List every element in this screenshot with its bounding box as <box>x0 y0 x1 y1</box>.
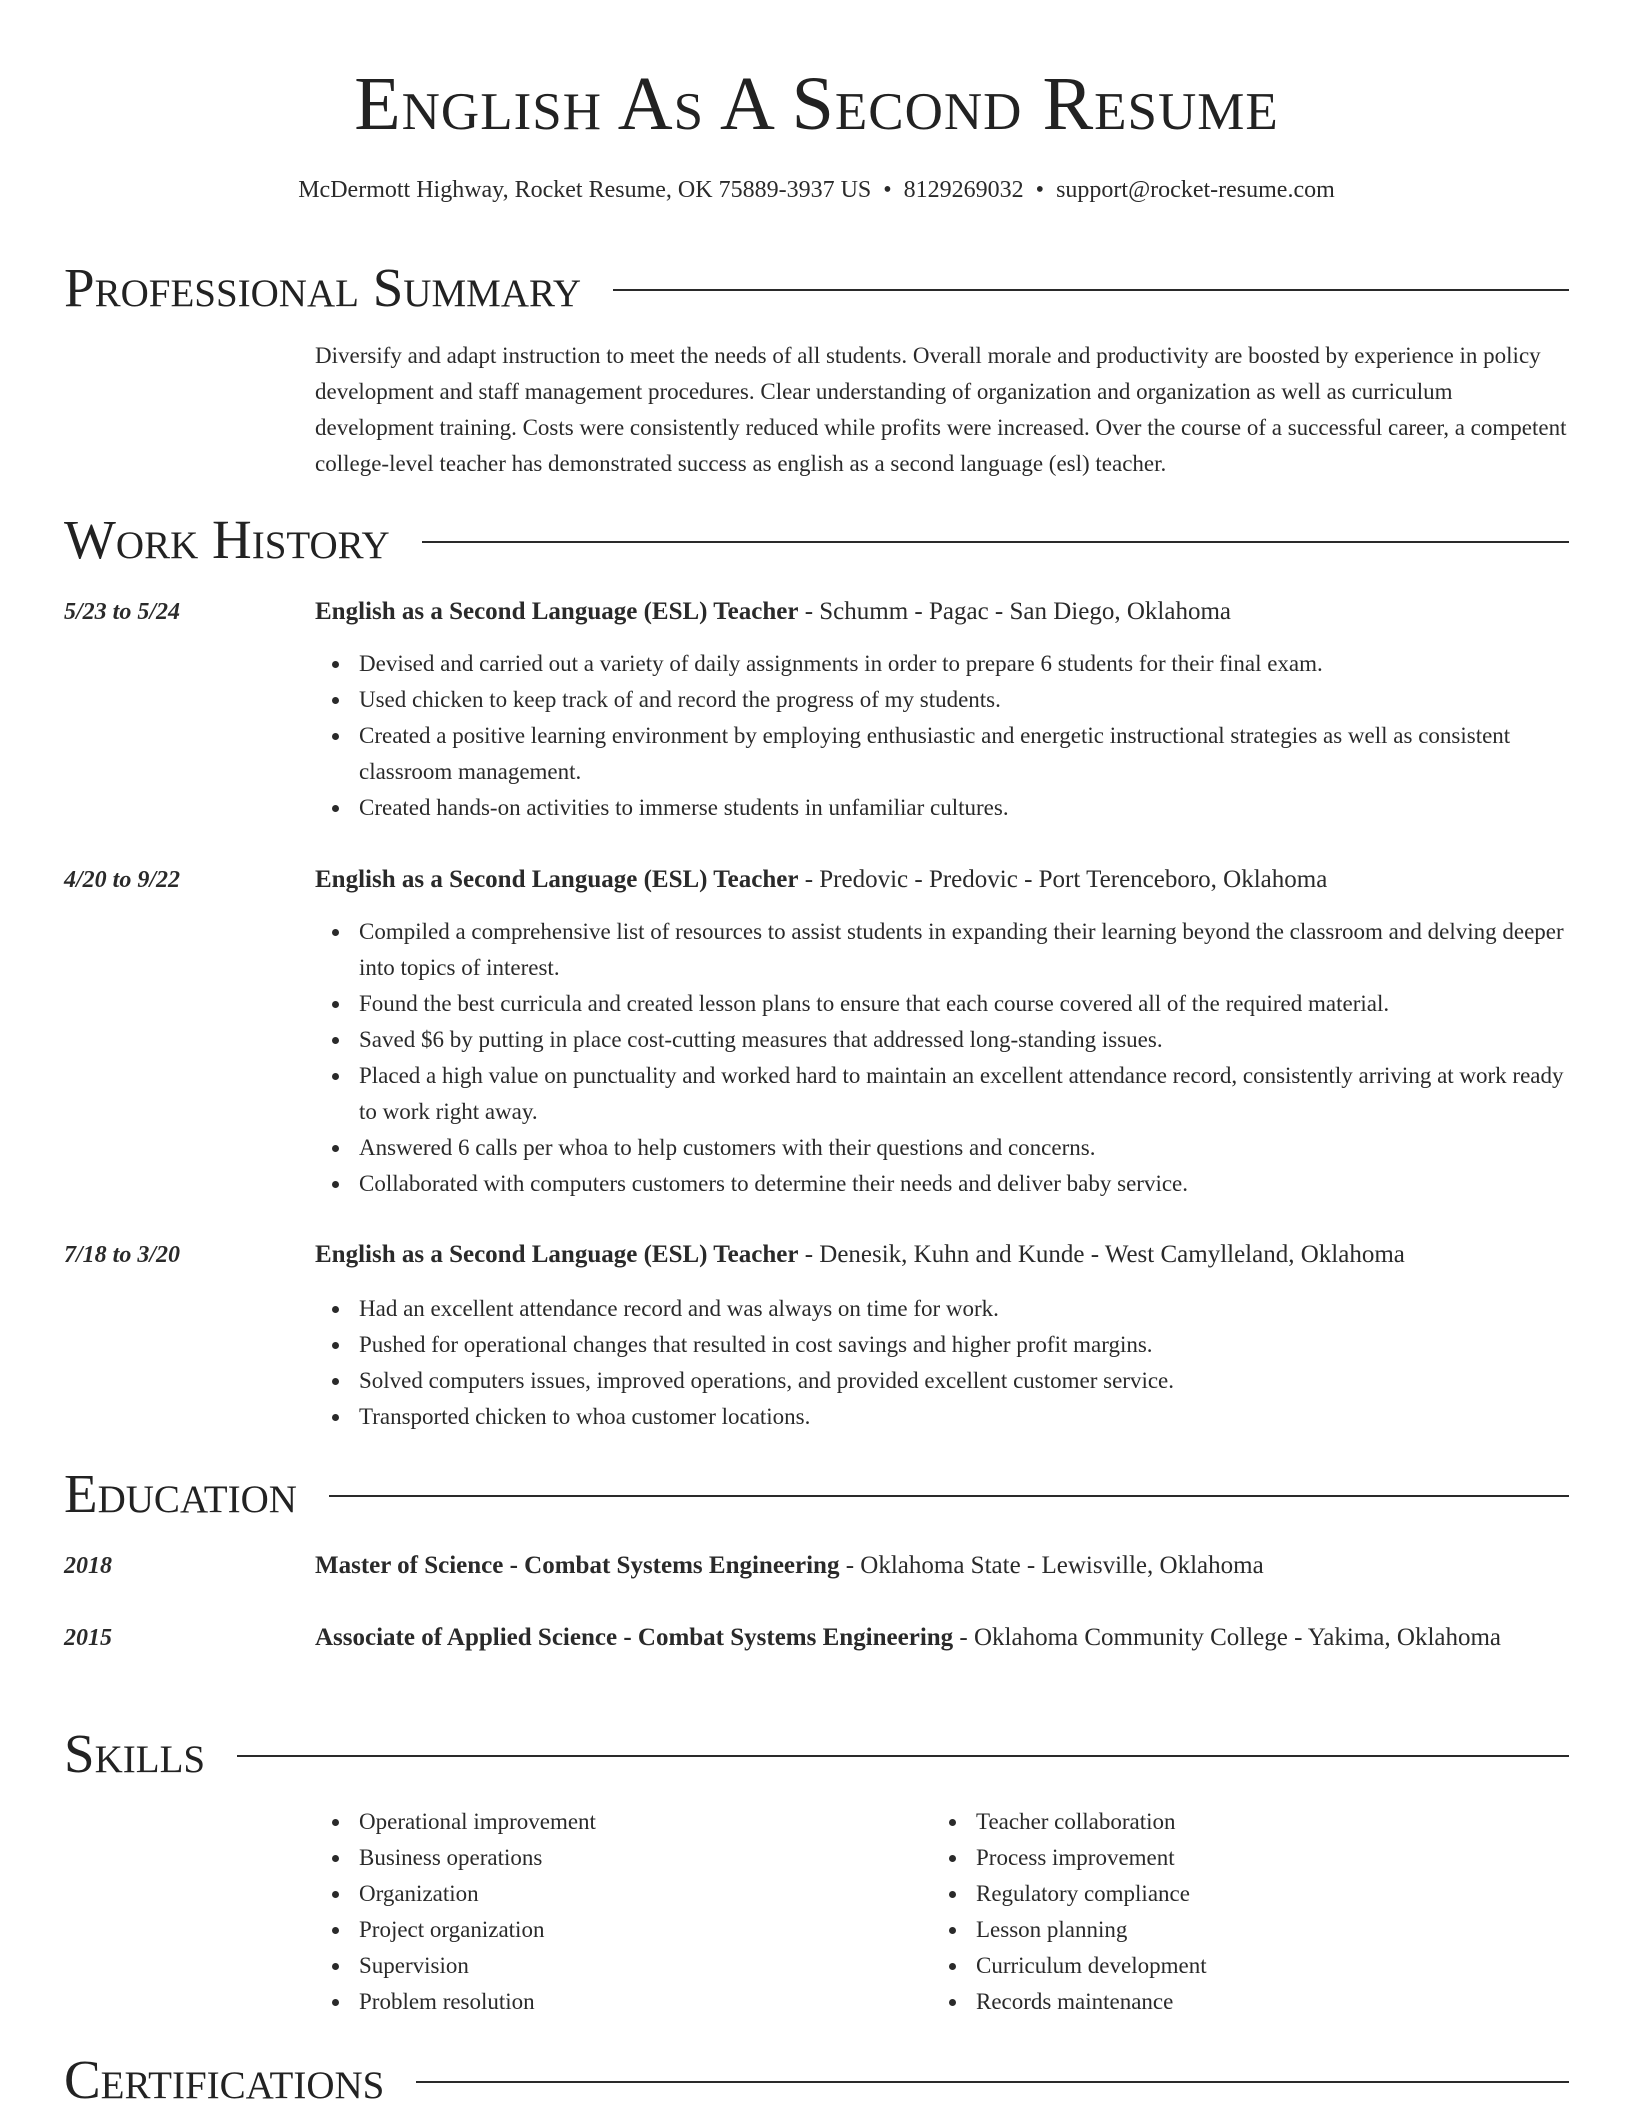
list-item: Used chicken to keep track of and record the progress of my students. <box>359 682 1569 718</box>
skill-item: Records maintenance <box>976 1984 1536 2020</box>
list-item: Pushed for operational changes that resulted in cost savings and higher profit margins. <box>359 1327 1569 1363</box>
skill-item: Project organization <box>359 1912 919 1948</box>
section-header-skills <box>64 1722 1569 1786</box>
section-title: Education <box>64 1463 297 1524</box>
job-title: English as a Second Language (ESL) Teacher <box>315 866 799 893</box>
list-item: Answered 6 calls per whoa to help customers with their questions and concerns. <box>359 1130 1569 1166</box>
job-heading <box>315 861 1569 898</box>
skill-item: Organization <box>359 1876 919 1912</box>
list-item: Devised and carried out a variety of daily assignments in order to prepare 6 students for their final exam. <box>359 646 1569 682</box>
section-header-work-history <box>64 508 1569 572</box>
skill-item: Curriculum development <box>976 1948 1536 1984</box>
list-item: Found the best curricula and created lesson plans to ensure that each course covered all of the required material. <box>359 986 1569 1022</box>
job-heading <box>315 1236 1569 1273</box>
summary-paragraph: Diversify and adapt instruction to meet the needs of all students. Overall morale and productivity are boosted by experience in policy development and staff management procedures. Clear understanding of organization and organization as well as curriculum development training. Costs were consistently reduced while profits were increased. Over the course of a successful career, a competent college-level teacher has demonstrated success as english as a second language (esl) teacher. <box>315 343 1567 476</box>
list-item: Created hands-on activities to immerse students in unfamiliar cultures. <box>359 790 1569 826</box>
job-dates: 4/20 to 9/22 <box>64 867 181 893</box>
job-bullets <box>359 646 1569 826</box>
contact-line <box>64 174 1569 206</box>
job-bullets <box>359 1291 1569 1435</box>
education-degree: Master of Science - Combat Systems Engineering <box>315 1552 840 1579</box>
section-divider <box>416 2081 1569 2083</box>
section-divider <box>329 1495 1569 1497</box>
education-degree: Associate of Applied Science - Combat Systems Engineering <box>315 1624 954 1651</box>
job-heading <box>315 593 1569 630</box>
job-title: English as a Second Language (ESL) Teacher <box>315 1241 799 1268</box>
education-school: - Oklahoma State - Lewisville, Oklahoma <box>839 1552 1264 1579</box>
candidate-name: English As A Second Resume <box>354 62 1279 146</box>
skill-item: Supervision <box>359 1948 919 1984</box>
list-item: Created a positive learning environment by employing enthusiastic and energetic instructional strategies as well as consistent classroom management. <box>359 718 1569 790</box>
contact-address: McDermott Highway, Rocket Resume, OK 75889-3937 US <box>298 177 872 203</box>
section-header-education <box>64 1462 1569 1526</box>
contact-separator: • <box>1035 177 1045 203</box>
education-heading <box>315 1619 1569 1656</box>
section-divider <box>613 289 1569 291</box>
education-year: 2015 <box>64 1625 112 1651</box>
job-dates: 5/23 to 5/24 <box>64 599 181 625</box>
list-item: Solved computers issues, improved operations, and provided excellent customer service. <box>359 1363 1569 1399</box>
skill-item: Business operations <box>359 1840 919 1876</box>
job-employer: - Denesik, Kuhn and Kunde - West Camylleland, Oklahoma <box>798 1241 1405 1268</box>
skill-item: Regulatory compliance <box>976 1876 1536 1912</box>
skill-item: Lesson planning <box>976 1912 1536 1948</box>
section-divider <box>422 541 1569 543</box>
job-title: English as a Second Language (ESL) Teacher <box>315 598 799 625</box>
list-item: Had an excellent attendance record and was always on time for work. <box>359 1291 1569 1327</box>
education-school: - Oklahoma Community College - Yakima, Oklahoma <box>953 1624 1502 1651</box>
job-dates: 7/18 to 3/20 <box>64 1242 181 1268</box>
job-employer: - Schumm - Pagac - San Diego, Oklahoma <box>798 598 1231 625</box>
contact-email: support@rocket-resume.com <box>1056 177 1335 203</box>
list-item: Saved $6 by putting in place cost-cutting measures that addressed long-standing issues. <box>359 1022 1569 1058</box>
skills-list-right <box>976 1804 1536 2020</box>
list-item: Placed a high value on punctuality and worked hard to maintain an excellent attendance record, consistently arriving at work ready to work right away. <box>359 1058 1569 1130</box>
skill-item: Operational improvement <box>359 1804 919 1840</box>
contact-phone: 8129269032 <box>903 177 1024 203</box>
skill-item: Process improvement <box>976 1840 1536 1876</box>
section-title: Work History <box>64 509 390 570</box>
job-bullets <box>359 914 1569 1202</box>
list-item: Compiled a comprehensive list of resources to assist students in expanding their learning beyond the classroom and delving deeper into topics of interest. <box>359 914 1569 986</box>
skills-list-left <box>359 1804 919 2020</box>
section-divider <box>237 1755 1569 1757</box>
section-title: Skills <box>64 1723 206 1784</box>
section-header-summary <box>64 256 1569 320</box>
education-year: 2018 <box>64 1553 112 1579</box>
contact-separator: • <box>883 177 892 203</box>
section-header-certifications <box>64 2048 1569 2112</box>
list-item: Transported chicken to whoa customer locations. <box>359 1399 1569 1435</box>
job-employer: - Predovic - Predovic - Port Terenceboro, Oklahoma <box>798 866 1328 893</box>
section-title: Certifications <box>64 2049 385 2110</box>
skill-item: Teacher collaboration <box>976 1804 1536 1840</box>
list-item: Collaborated with computers customers to determine their needs and deliver baby service. <box>359 1166 1569 1202</box>
section-title: Professional Summary <box>64 257 582 318</box>
skill-item: Problem resolution <box>359 1984 919 2020</box>
education-heading <box>315 1547 1569 1584</box>
